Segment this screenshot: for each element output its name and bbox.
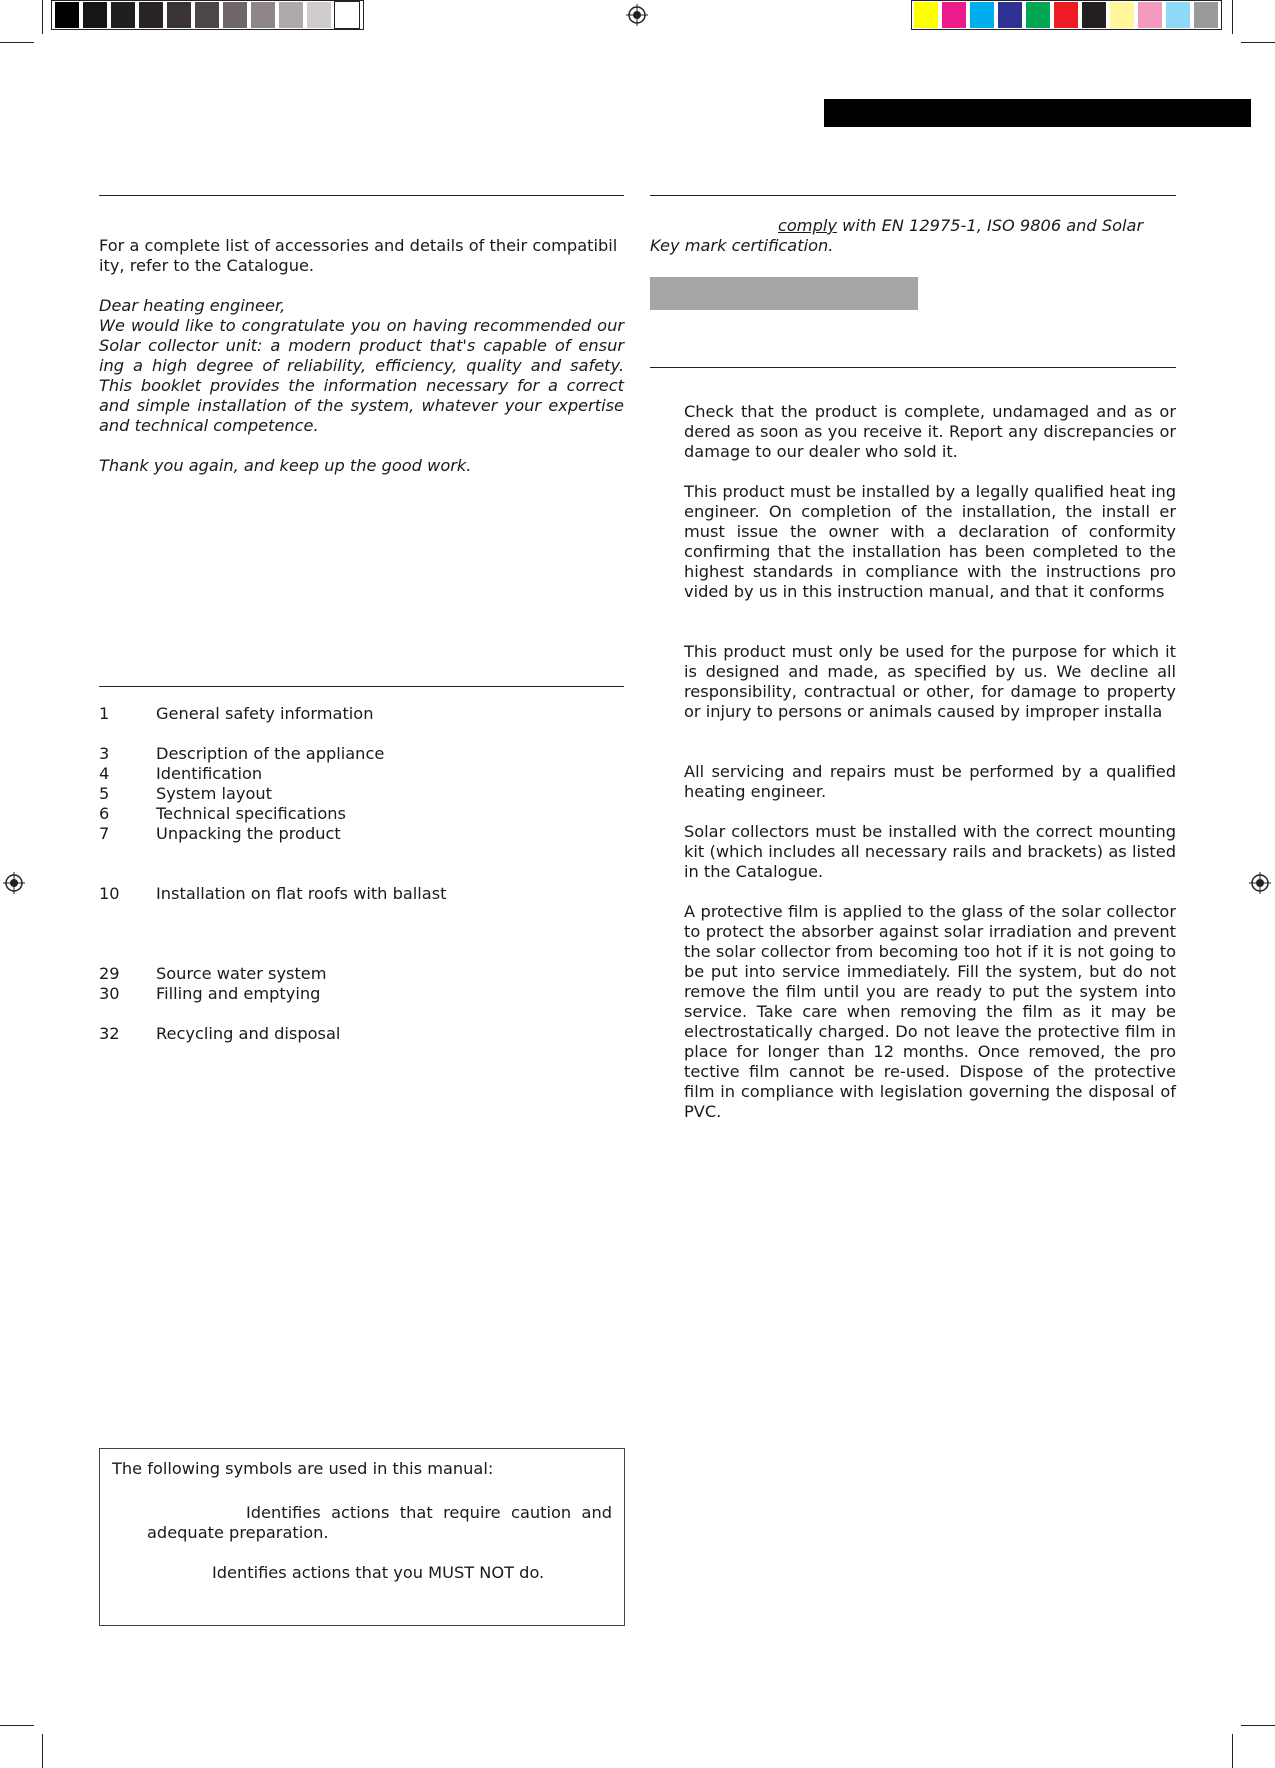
header-bar — [824, 99, 1251, 127]
color-swatch — [1194, 2, 1218, 28]
compliance-rest: with EN 12975-1, ISO 9806 and Solar Key mark certification. — [650, 216, 1144, 255]
registration-mark-top-icon — [626, 4, 648, 26]
toc-item[interactable] — [99, 824, 599, 844]
toc-page: 6 — [99, 804, 110, 823]
color-swatch — [970, 2, 994, 28]
toc-item[interactable] — [99, 964, 599, 984]
gray-swatch — [111, 2, 135, 28]
color-swatch — [1026, 2, 1050, 28]
right-section-rule — [650, 367, 1176, 368]
greeting-body: We would like to congratulate you on having recommended our Solar collector unit: a modern product that's capable of ensur ing a high degree of reliability, efficiency, quality and safety. This booklet provides the information necessary for a correct and simple installation of the system, whatever your expertise and technical competence. — [99, 316, 624, 435]
toc-title: Installation on flat roofs with ballast — [156, 884, 447, 903]
toc-item[interactable] — [99, 784, 599, 804]
toc-page: 10 — [99, 884, 120, 903]
symbols-heading: The following symbols are used in this manual: — [112, 1459, 494, 1478]
toc-page: 4 — [99, 764, 110, 783]
color-swatch — [942, 2, 966, 28]
gray-swatch — [307, 2, 331, 28]
compliance-link[interactable]: comply — [778, 216, 837, 235]
toc-page: 7 — [99, 824, 110, 843]
safety-paragraph: This product must only be used for the purpose for which it is designed and made, as specified by us. We decline all responsibility, contractual or other, for damage to property or injury to persons or animals caused by improper installa — [684, 642, 1176, 721]
crop-mark-top-left-h — [0, 42, 34, 43]
gray-swatch — [167, 2, 191, 28]
toc-title: Source water system — [156, 964, 327, 983]
toc-item[interactable] — [99, 1024, 599, 1044]
registration-mark-right-icon — [1249, 872, 1271, 894]
color-swatch — [1082, 2, 1106, 28]
crop-mark-bottom-left-v — [42, 1734, 43, 1768]
gray-swatch — [251, 2, 275, 28]
toc-title: Filling and emptying — [156, 984, 321, 1003]
must-not-symbol-description: Identifies actions that you MUST NOT do. — [212, 1563, 545, 1582]
safety-paragraph: This product must be installed by a legally qualified heat ing engineer. On completion of the installation, the install er must issue the owner with a declaration of conformity confirming that the installation has been completed to the highest standards in compliance with the instructions pro vided by us in this instruction manual, and that it conforms — [684, 482, 1176, 601]
section-highlight-bar — [650, 277, 918, 310]
crop-mark-top-right-h — [1241, 42, 1275, 43]
toc-title: System layout — [156, 784, 273, 803]
toc-page: 30 — [99, 984, 120, 1003]
safety-paragraph: Check that the product is complete, undamaged and as or dered as soon as you receive it. Report any discrepancies or damage to our dealer who sold it. — [684, 402, 1176, 461]
greeting-salutation: Dear heating engineer, — [99, 296, 286, 315]
safety-paragraph: A protective film is applied to the glass of the solar collector to protect the absorber against solar irradiation and prevent the solar collector from becoming too hot if it is not going to be put into service immediately. Fill the system, but do not remove the film until you are ready to put the system into service. Take care when removing the film as it may be electrostatically charged. Do not leave the protective film in place for longer than 12 months. Once removed, the pro tective film cannot be re-used. Dispose of the protective film in compliance with legislation governing the disposal of PVC. — [684, 902, 1176, 1121]
intro-text: For a complete list of accessories and details of their compatibil ity, refer to the Catalogue. — [99, 236, 618, 275]
greeting-thanks: Thank you again, and keep up the good work. — [99, 456, 472, 475]
gray-swatch — [139, 2, 163, 28]
crop-mark-top-left-v — [42, 0, 43, 34]
color-swatch — [1138, 2, 1162, 28]
toc-item[interactable] — [99, 884, 599, 904]
toc-page: 32 — [99, 1024, 120, 1043]
crop-mark-top-right-v — [1232, 0, 1233, 34]
registration-mark-left-icon — [3, 872, 25, 894]
safety-paragraph: All servicing and repairs must be performed by a qualified heating engineer. — [684, 762, 1176, 801]
color-swatch — [1110, 2, 1134, 28]
gray-swatch — [55, 2, 79, 28]
gray-swatch — [279, 2, 303, 28]
toc-title: General safety information — [156, 704, 374, 723]
toc-title: Identification — [156, 764, 263, 783]
color-swatch — [914, 2, 938, 28]
toc-title: Recycling and disposal — [156, 1024, 341, 1043]
gray-swatch — [195, 2, 219, 28]
toc-title: Description of the appliance — [156, 744, 385, 763]
toc-item[interactable] — [99, 984, 599, 1004]
right-top-rule — [650, 195, 1176, 196]
toc-item[interactable] — [99, 744, 599, 764]
crop-mark-bottom-right-h — [1241, 1725, 1275, 1726]
color-swatch — [1166, 2, 1190, 28]
toc-page: 5 — [99, 784, 110, 803]
toc-item[interactable] — [99, 804, 599, 824]
crop-mark-bottom-right-v — [1232, 1734, 1233, 1768]
caution-symbol-description: Identifies actions that require caution and adequate preparation. — [147, 1503, 612, 1542]
toc-item[interactable] — [99, 704, 599, 724]
color-swatch — [1054, 2, 1078, 28]
gray-swatch — [83, 2, 107, 28]
toc-page: 1 — [99, 704, 110, 723]
toc-page: 3 — [99, 744, 110, 763]
color-swatch — [998, 2, 1022, 28]
compliance-text — [650, 216, 1176, 256]
toc-item[interactable] — [99, 764, 599, 784]
gray-swatch — [223, 2, 247, 28]
crop-mark-bottom-left-h — [0, 1725, 34, 1726]
symbols-box — [99, 1448, 625, 1626]
toc-page: 29 — [99, 964, 120, 983]
safety-paragraph: Solar collectors must be installed with the correct mounting kit (which includes all necessary rails and brackets) as listed in the Catalogue. — [684, 822, 1176, 881]
toc-title: Unpacking the product — [156, 824, 341, 843]
gray-swatch — [335, 2, 359, 28]
toc-top-rule — [99, 686, 624, 687]
left-top-rule — [99, 195, 624, 196]
toc-title: Technical specifications — [156, 804, 346, 823]
